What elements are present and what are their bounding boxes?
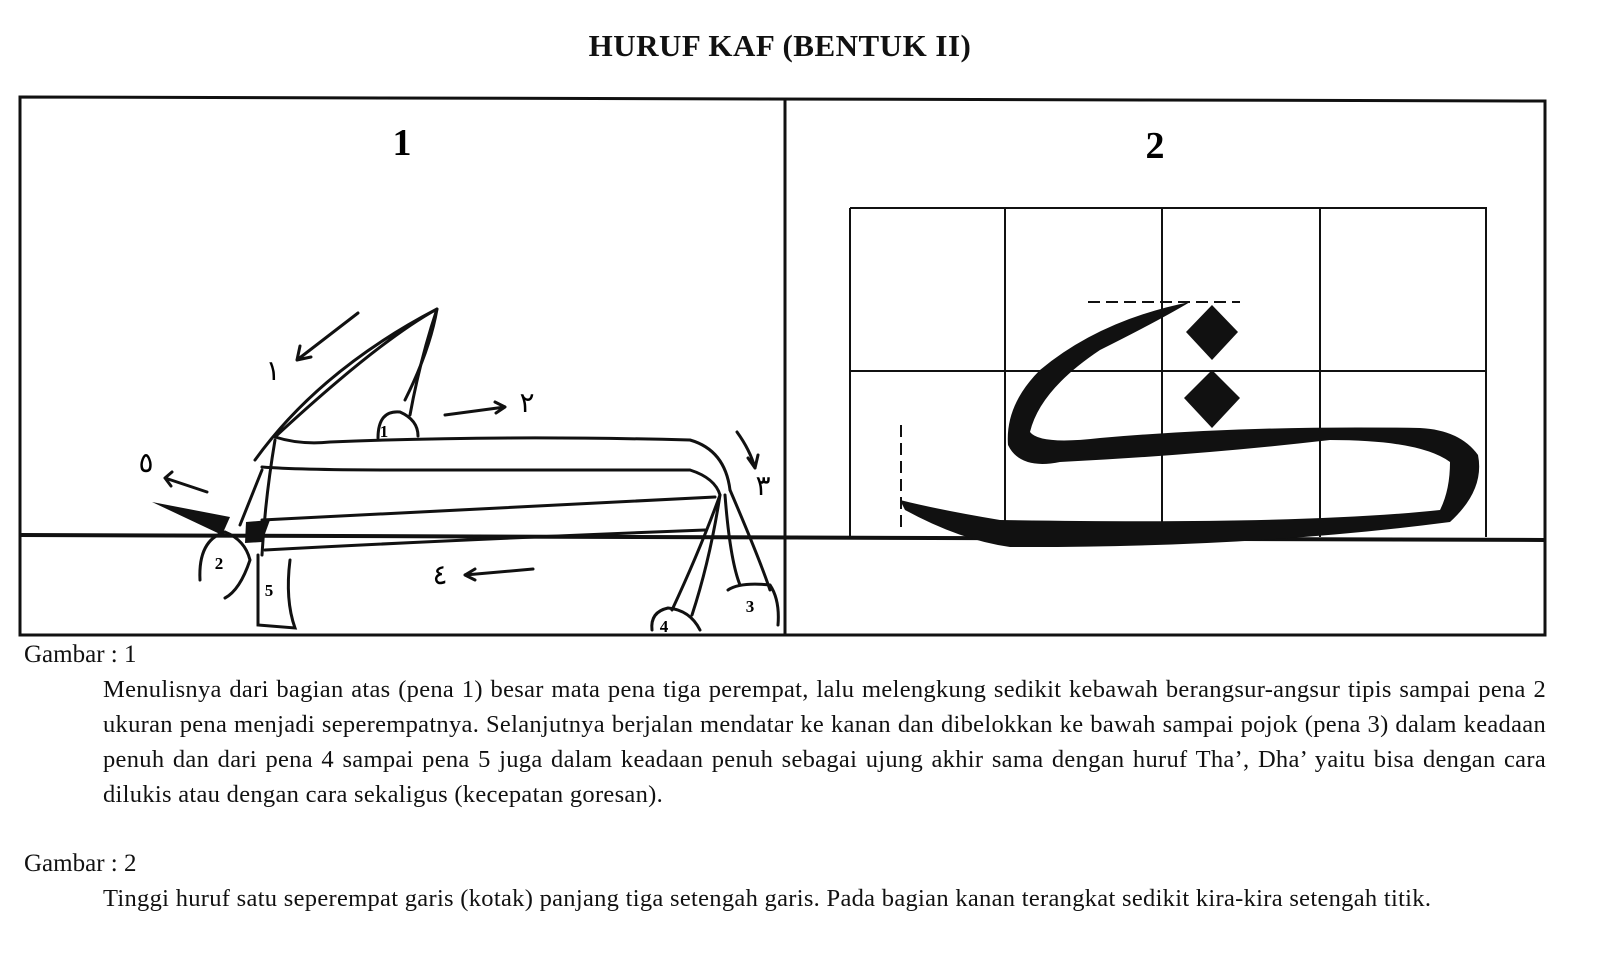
pen-label: 2 bbox=[214, 554, 224, 573]
kaf-outline-drawing bbox=[165, 309, 778, 630]
page-title: HURUF KAF (BENTUK II) bbox=[588, 28, 972, 63]
caption-label-1: Gambar : 1 bbox=[24, 641, 137, 668]
stroke-number: ٢ bbox=[519, 388, 535, 419]
pen-label: 4 bbox=[659, 617, 669, 636]
pen-label: 1 bbox=[379, 422, 389, 441]
stroke-number: ٤ bbox=[432, 560, 448, 591]
stroke-number: ١ bbox=[265, 356, 281, 387]
panel-1-label: 1 bbox=[392, 122, 412, 164]
caption-text-2: Tinggi huruf satu seperempat garis (kotak) panjang tiga setengah garis. Pada bagian kanan terangkat sedikit kira-kira setengah titik. bbox=[103, 885, 1432, 912]
stroke-order-numbers bbox=[138, 356, 770, 591]
proportion-grid bbox=[850, 208, 1486, 537]
pen-label: 5 bbox=[264, 581, 274, 600]
caption-label-2: Gambar : 2 bbox=[24, 850, 137, 877]
panel-2-label: 2 bbox=[1145, 125, 1165, 167]
kaf-letter bbox=[900, 302, 1479, 547]
caption-text-1: Menulisnya dari bagian atas (pena 1) besar mata pena tiga perempat, lalu melengkung sedikit kebawah berangsur-angsur tipis sampai pena 2 ukuran pena menjadi seperempatnya. Selanjutnya berjalan mendatar ke kanan dan dibelokkan ke bawah sampai pojok (pena 3) dalam keadaan penuh dan dari pena 4 sampai pena 5 juga dalam keadaan penuh sebagai ujung akhir sama dengan huruf Tha’, Dha’ yaitu bisa dengan cara dilukis atau dengan cara sekaligus (kecepatan goresan). bbox=[103, 676, 1546, 808]
pen-label: 3 bbox=[745, 597, 755, 616]
stroke-number: ٣ bbox=[755, 471, 771, 502]
stroke-number: ٥ bbox=[138, 448, 154, 479]
